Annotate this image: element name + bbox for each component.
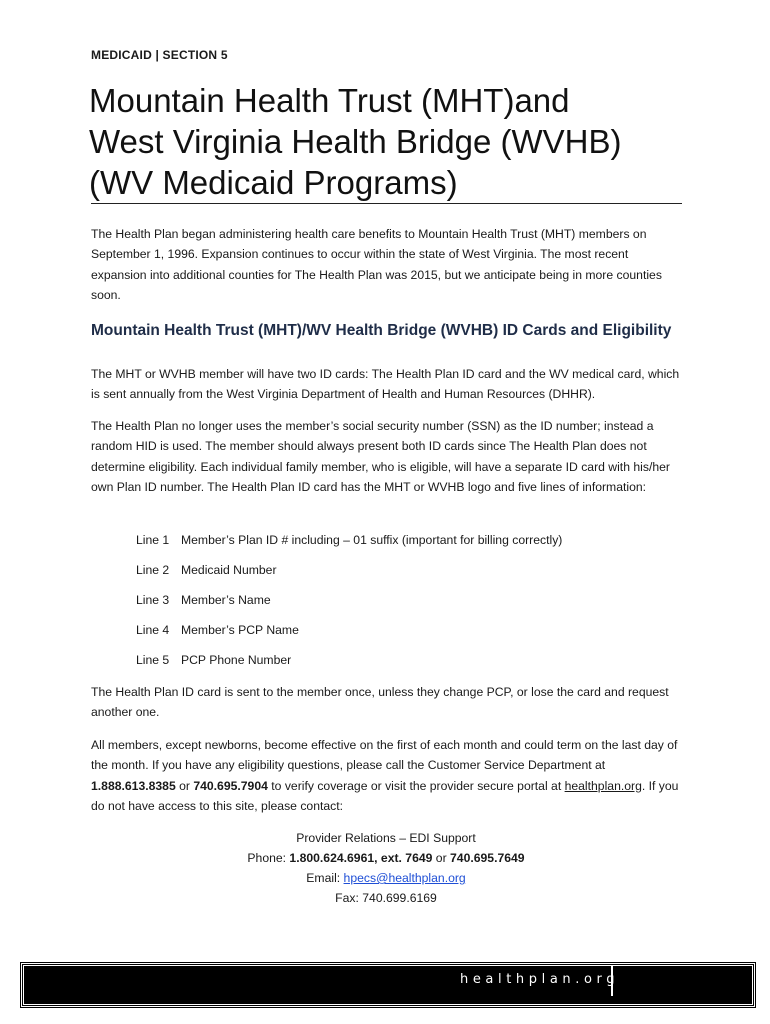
title-line-2: West Virginia Health Bridge (WVHB) <box>89 123 622 160</box>
id-cards-paragraph-3: The Health Plan ID card is sent to the member once, unless they change PCP, or lose the card and request another one. <box>91 685 669 720</box>
phone-main: 1.800.624.6961, ext. 7649 <box>289 851 433 865</box>
title-divider <box>91 203 682 204</box>
id-card-line-4 <box>136 621 299 639</box>
provider-portal-link[interactable]: healthplan.org <box>564 778 642 793</box>
title-line-1: Mountain Health Trust (MHT)and <box>89 82 570 119</box>
phone-label: Phone: <box>247 851 290 865</box>
id-card-line-5 <box>136 651 291 669</box>
eligibility-paragraph <box>91 735 681 816</box>
eligibility-text-mid: to verify coverage or visit the provider secure portal at <box>267 778 565 793</box>
line-label: Line 3 <box>136 593 170 607</box>
line-text: Member’s Name <box>181 593 271 607</box>
page-title <box>89 80 689 203</box>
phone-alt: 740.695.7649 <box>450 851 525 865</box>
contact-phone <box>91 848 681 868</box>
line-label: Line 5 <box>136 653 170 667</box>
footer-site: healthplan.org <box>460 972 620 987</box>
contact-fax: Fax: 740.699.6169 <box>335 891 437 905</box>
email-label: Email: <box>306 871 344 885</box>
id-cards-heading: Mountain Health Trust (MHT)/WV Health Bridge (WVHB) ID Cards and Eligibility <box>91 322 672 339</box>
title-line-3: (WV Medicaid Programs) <box>89 164 458 201</box>
customer-service-phone-2: 740.695.7904 <box>193 778 268 793</box>
line-label: Line 2 <box>136 563 170 577</box>
email-link[interactable]: hpecs@healthplan.org <box>343 871 466 885</box>
line-label: Line 4 <box>136 623 170 637</box>
contact-email <box>91 868 681 888</box>
eligibility-text-end: . If you do not have access to this site, please contact: <box>91 778 679 813</box>
customer-service-phone-1: 1.888.613.8385 <box>91 778 176 793</box>
intro-paragraph: The Health Plan began administering health care benefits to Mountain Health Trust (MHT) members on September 1, 1996. Expansion continues to occur within the state of West Virginia. The most recent expansion into additional counties for The Health Plan was 2015, but we anticipate being in more counties soon. <box>91 227 662 302</box>
line-text: Medicaid Number <box>181 563 277 577</box>
id-cards-paragraph-2: The Health Plan no longer uses the member’s social security number (SSN) as the ID number; instead a random HID is used. The member should always present both ID cards since The Health Plan does not determine eligibility. Each individual family member, who is eligible, will have a separate ID card with his/her own Plan ID number. The Health Plan ID card has the MHT or WVHB logo and five lines of information: <box>91 419 670 494</box>
eligibility-text-start: All members, except newborns, become effective on the first of each month and could term on the last day of the month. If you have any eligibility questions, please call the Customer Service Department at <box>91 738 678 773</box>
id-card-line-2 <box>136 561 277 579</box>
section-label: MEDICAID | SECTION 5 <box>91 48 228 62</box>
id-card-line-1 <box>136 531 562 549</box>
contact-department: Provider Relations – EDI Support <box>296 831 476 845</box>
line-text: Member’s PCP Name <box>181 623 299 637</box>
or-text: or <box>175 778 194 793</box>
line-label: Line 1 <box>136 533 170 547</box>
footer-box <box>611 966 744 996</box>
id-cards-paragraph-1: The MHT or WVHB member will have two ID cards: The Health Plan ID card and the WV medical card, which is sent annually from the West Virginia Department of Health and Human Resources (DHHR). <box>91 367 680 402</box>
line-text: PCP Phone Number <box>181 653 292 667</box>
id-card-line-3 <box>136 591 271 609</box>
line-text: Member’s Plan ID # including – 01 suffix (important for billing correctly) <box>181 533 563 547</box>
phone-or: or <box>432 851 451 865</box>
